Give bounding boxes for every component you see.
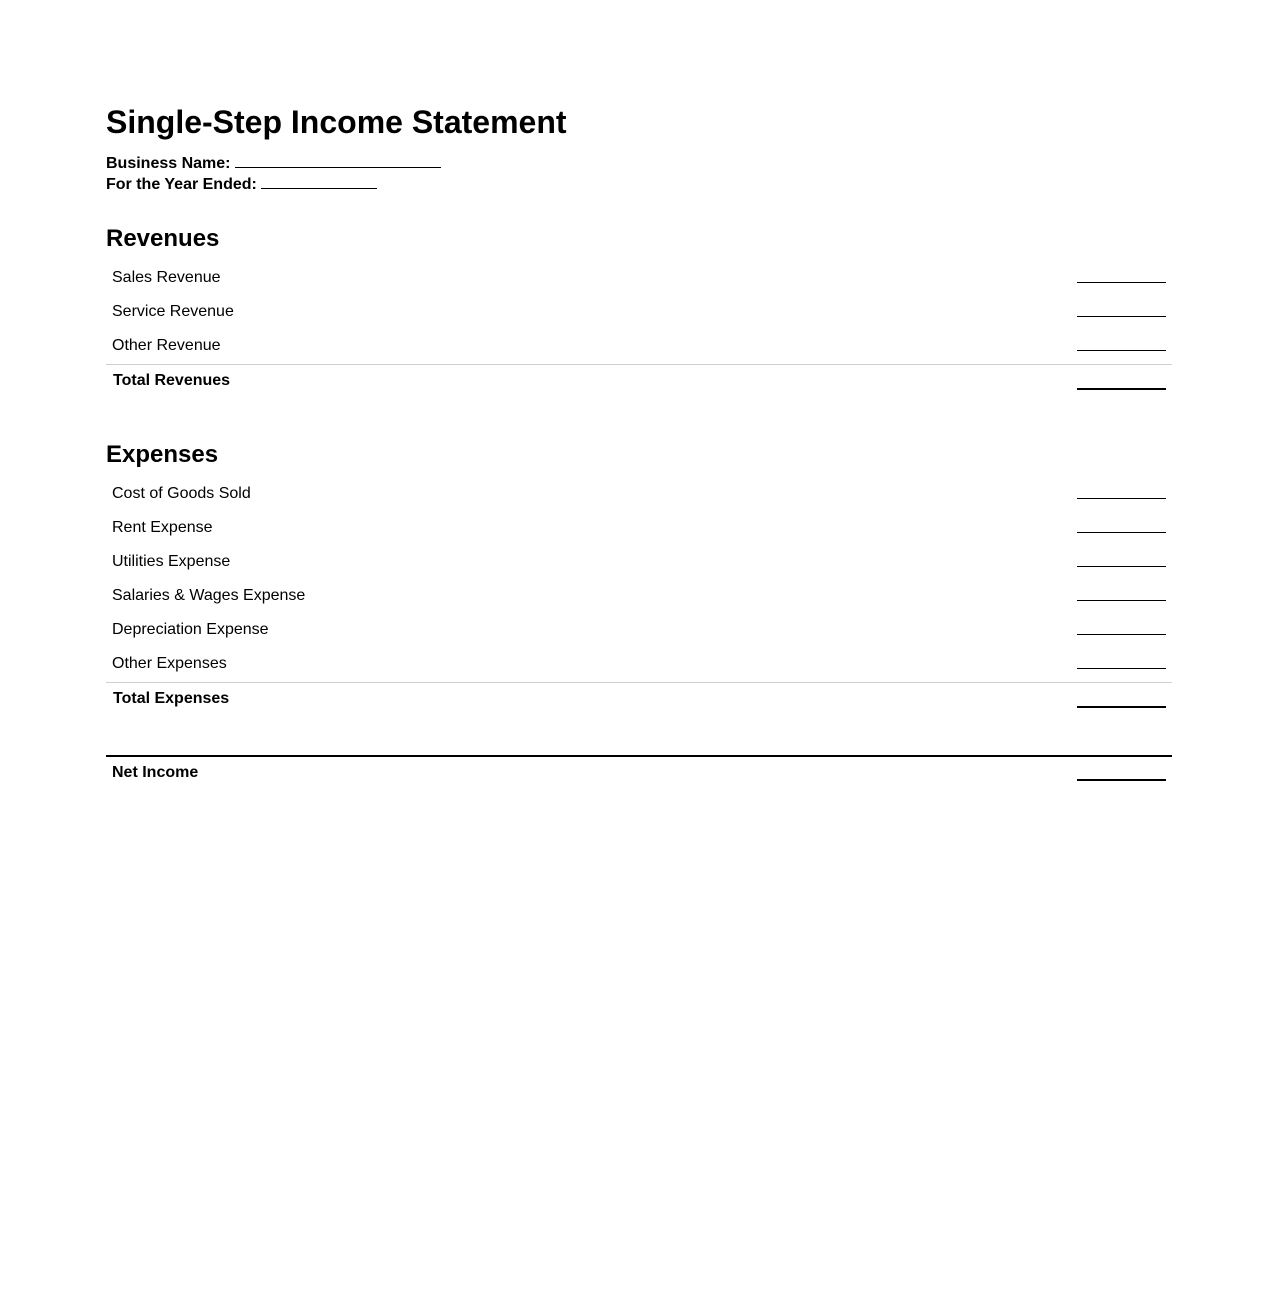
page-title: Single-Step Income Statement [106, 104, 567, 140]
expense-row [106, 546, 1172, 580]
expense-amount-field[interactable] [1077, 634, 1166, 635]
revenue-row-label: Service Revenue [112, 303, 234, 320]
total-expenses-row [106, 682, 1172, 717]
expense-row-label: Other Expenses [112, 655, 227, 672]
revenue-row-label: Other Revenue [112, 337, 221, 354]
total-expenses-label: Total Expenses [113, 690, 230, 707]
revenue-amount-field[interactable] [1077, 282, 1166, 283]
statement-meta [106, 152, 1172, 194]
total-revenues-row [106, 364, 1172, 399]
revenue-row [106, 296, 1172, 330]
expenses-heading: Expenses [106, 441, 219, 468]
expense-row [106, 648, 1172, 682]
net-income-field[interactable] [1077, 779, 1166, 781]
business-name-field[interactable] [235, 152, 441, 168]
expense-amount-field[interactable] [1077, 600, 1166, 601]
net-income-section [106, 755, 1172, 791]
expense-row [106, 580, 1172, 614]
total-revenues-label: Total Revenues [113, 372, 231, 389]
expense-row-label: Rent Expense [112, 519, 213, 536]
expense-row [106, 512, 1172, 546]
net-income-row [106, 757, 1172, 791]
revenue-amount-field[interactable] [1077, 316, 1166, 317]
expense-amount-field[interactable] [1077, 498, 1166, 499]
revenue-row [106, 330, 1172, 364]
expenses-rows [106, 478, 1172, 717]
business-name-label: Business Name: [106, 155, 231, 172]
revenues-heading: Revenues [106, 225, 220, 252]
expense-amount-field[interactable] [1077, 668, 1166, 669]
revenue-row [106, 262, 1172, 296]
revenues-section [106, 224, 1172, 399]
total-revenues-field[interactable] [1077, 388, 1166, 390]
expense-amount-field[interactable] [1077, 566, 1166, 567]
revenue-amount-field[interactable] [1077, 350, 1166, 351]
total-expenses-field[interactable] [1077, 706, 1166, 708]
revenue-row-label: Sales Revenue [112, 269, 221, 286]
expense-row-label: Cost of Goods Sold [112, 485, 251, 502]
expense-row-label: Utilities Expense [112, 553, 231, 570]
income-statement-sheet [106, 100, 1172, 791]
expense-row [106, 478, 1172, 512]
year-ended-field[interactable] [261, 173, 377, 189]
business-name-line [106, 152, 1172, 173]
year-ended-label: For the Year Ended: [106, 176, 257, 193]
year-ended-line [106, 173, 1172, 194]
expense-row-label: Depreciation Expense [112, 621, 269, 638]
expense-amount-field[interactable] [1077, 532, 1166, 533]
expense-row [106, 614, 1172, 648]
net-income-label: Net Income [112, 764, 199, 781]
revenues-rows [106, 262, 1172, 399]
expense-row-label: Salaries & Wages Expense [112, 587, 306, 604]
expenses-section [106, 440, 1172, 717]
